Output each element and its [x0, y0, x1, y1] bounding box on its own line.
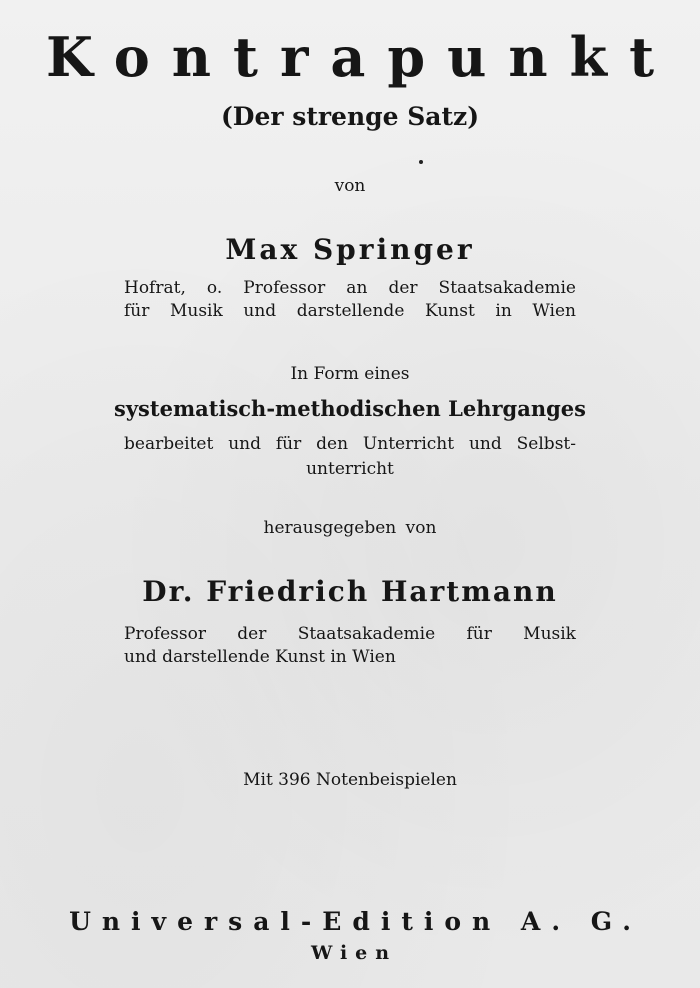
- book-subtitle: (Der strenge Satz): [220, 102, 480, 131]
- author-role-line: für Musik und darstellende Kunst in Wien: [124, 301, 576, 321]
- method-title: systematisch-methodischen Lehrganges: [114, 396, 586, 421]
- editor-intro: herausgegeben von: [263, 518, 437, 538]
- book-title: Kontrapunkt: [45, 25, 677, 89]
- author-role-line: Hofrat, o. Professor an der Staatsakademie: [124, 278, 576, 298]
- by-label: von: [334, 176, 366, 196]
- form-intro: In Form eines: [290, 364, 410, 384]
- editor-name: Dr. Friedrich Hartmann: [142, 575, 558, 608]
- edited-note: [124, 432, 576, 482]
- editor-role: [124, 623, 576, 669]
- edited-note-line: bearbeitet und für den Unterricht und Selbst-: [124, 434, 576, 454]
- editor-role-line: und darstellende Kunst in Wien: [124, 647, 396, 667]
- publisher-city: Wien: [310, 942, 398, 964]
- ink-dot: [419, 160, 423, 164]
- edited-note-line: unterricht: [306, 459, 394, 479]
- examples-note: Mit 396 Notenbeispielen: [243, 770, 457, 790]
- author-name: Max Springer: [225, 233, 475, 266]
- editor-role-line: Professor der Staatsakademie für Musik: [124, 624, 576, 644]
- author-role: [124, 277, 576, 323]
- publisher-name: Universal-Edition A. G.: [69, 907, 642, 936]
